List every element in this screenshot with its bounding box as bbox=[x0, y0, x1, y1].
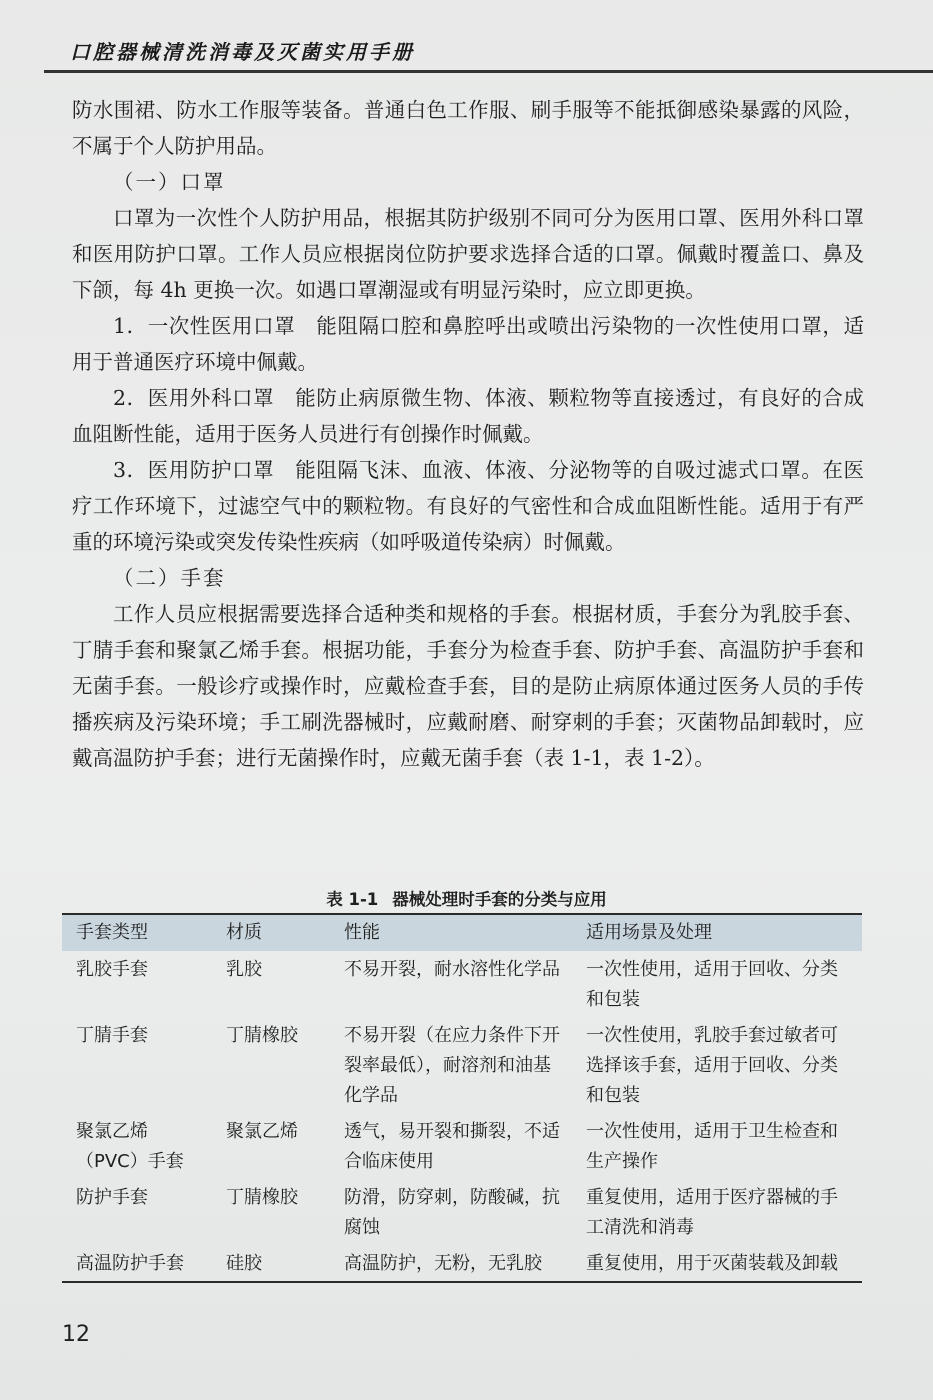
table-cell: 乳胶 bbox=[226, 959, 262, 980]
table-cell: 丁腈橡胶 bbox=[226, 1187, 298, 1208]
column-header: 手套类型 bbox=[62, 914, 212, 951]
table-cell: 防滑，防穿刺，防酸碱，抗腐蚀 bbox=[344, 1187, 560, 1238]
column-header: 适用场景及处理 bbox=[572, 914, 862, 951]
paragraph-mask: 口罩为一次性个人防护用品，根据其防护级别不同可分为医用口罩、医用外科口罩和医用防护口罩。工作人员应根据岗位防护要求选择合适的口罩。佩戴时覆盖口、鼻及下颌，每 4h 更换一次。如遇口罩潮湿或有明显污染时，应立即更换。 bbox=[72, 206, 864, 302]
table-cell: 重复使用，用于灭菌装载及卸载 bbox=[572, 1245, 862, 1282]
header-rule bbox=[44, 70, 933, 73]
page-number: 12 bbox=[62, 1322, 90, 1347]
column-header: 材质 bbox=[212, 914, 330, 951]
body-text bbox=[72, 92, 864, 776]
table-caption bbox=[0, 886, 933, 910]
table-caption-number: 表 1-1 bbox=[326, 890, 379, 909]
table-header-row bbox=[62, 914, 862, 951]
gloves-table bbox=[62, 913, 862, 1283]
table-cell: 丁腈橡胶 bbox=[226, 1025, 298, 1046]
paragraph-mask-item-1: 1．一次性医用口罩 能阻隔口腔和鼻腔呼出或喷出污染物的一次性使用口罩，适用于普通医疗环境中佩戴。 bbox=[72, 314, 864, 374]
table-cell: 高温防护手套 bbox=[62, 1245, 212, 1282]
table-row bbox=[62, 1113, 862, 1179]
table-row bbox=[62, 1017, 862, 1113]
table-cell: 重复使用，适用于医疗器械的手工清洗和消毒 bbox=[586, 1187, 838, 1238]
paragraph-intro: 防水围裙、防水工作服等装备。普通白色工作服、刷手服等不能抵御感染暴露的风险，不属于个人防护用品。 bbox=[72, 98, 864, 158]
table-cell: 聚氯乙烯（PVC）手套 bbox=[76, 1121, 184, 1172]
table-cell: 不易开裂，耐水溶性化学品 bbox=[344, 959, 560, 980]
table-row bbox=[62, 1245, 862, 1282]
table-cell: 丁腈手套 bbox=[76, 1025, 148, 1046]
table-cell: 硅胶 bbox=[212, 1245, 330, 1282]
table-cell: 防护手套 bbox=[76, 1187, 148, 1208]
paragraph-gloves: 工作人员应根据需要选择合适种类和规格的手套。根据材质，手套分为乳胶手套、丁腈手套和聚氯乙烯手套。根据功能，手套分为检查手套、防护手套、高温防护手套和无菌手套。一般诊疗或操作时，应戴检查手套，目的是防止病原体通过医务人员的手传播疾病及污染环境；手工刷洗器械时，应戴耐磨、耐穿刺的手套；灭菌物品卸载时，应戴高温防护手套；进行无菌操作时，应戴无菌手套（表 1-1，表 1-2）。 bbox=[72, 602, 864, 770]
column-header: 性能 bbox=[330, 914, 572, 951]
paragraph-mask-item-2: 2．医用外科口罩 能防止病原微生物、体液、颗粒物等直接透过，有良好的合成血阻断性能，适用于医务人员进行有创操作时佩戴。 bbox=[72, 386, 864, 446]
table-cell: 乳胶手套 bbox=[76, 959, 148, 980]
paragraph-mask-item-3: 3．医用防护口罩 能阻隔飞沫、血液、体液、分泌物等的自吸过滤式口罩。在医疗工作环境下，过滤空气中的颗粒物。有良好的气密性和合成血阻断性能。适用于有严重的环境污染或突发传染性疾病（如呼吸道传染病）时佩戴。 bbox=[72, 458, 864, 554]
table-cell: 高温防护，无粉，无乳胶 bbox=[330, 1245, 572, 1282]
table-cell: 一次性使用，乳胶手套过敏者可选择该手套，适用于回收、分类和包装 bbox=[586, 1025, 838, 1106]
table-caption-title: 器械处理时手套的分类与应用 bbox=[392, 890, 607, 909]
running-header: 口腔器械清洗消毒及灭菌实用手册 bbox=[70, 40, 415, 64]
table-cell: 透气，易开裂和撕裂，不适合临床使用 bbox=[344, 1121, 560, 1172]
table-cell: 一次性使用，适用于卫生检查和生产操作 bbox=[586, 1121, 838, 1172]
subheading-gloves: （二）手套 bbox=[113, 566, 226, 590]
table-cell: 不易开裂（在应力条件下开裂率最低），耐溶剂和油基化学品 bbox=[344, 1025, 560, 1106]
table-cell: 聚氯乙烯 bbox=[226, 1121, 298, 1142]
table-row bbox=[62, 1179, 862, 1245]
table-row bbox=[62, 951, 862, 1017]
subheading-mask: （一）口罩 bbox=[113, 170, 226, 194]
table-cell: 一次性使用，适用于回收、分类和包装 bbox=[586, 959, 838, 1010]
